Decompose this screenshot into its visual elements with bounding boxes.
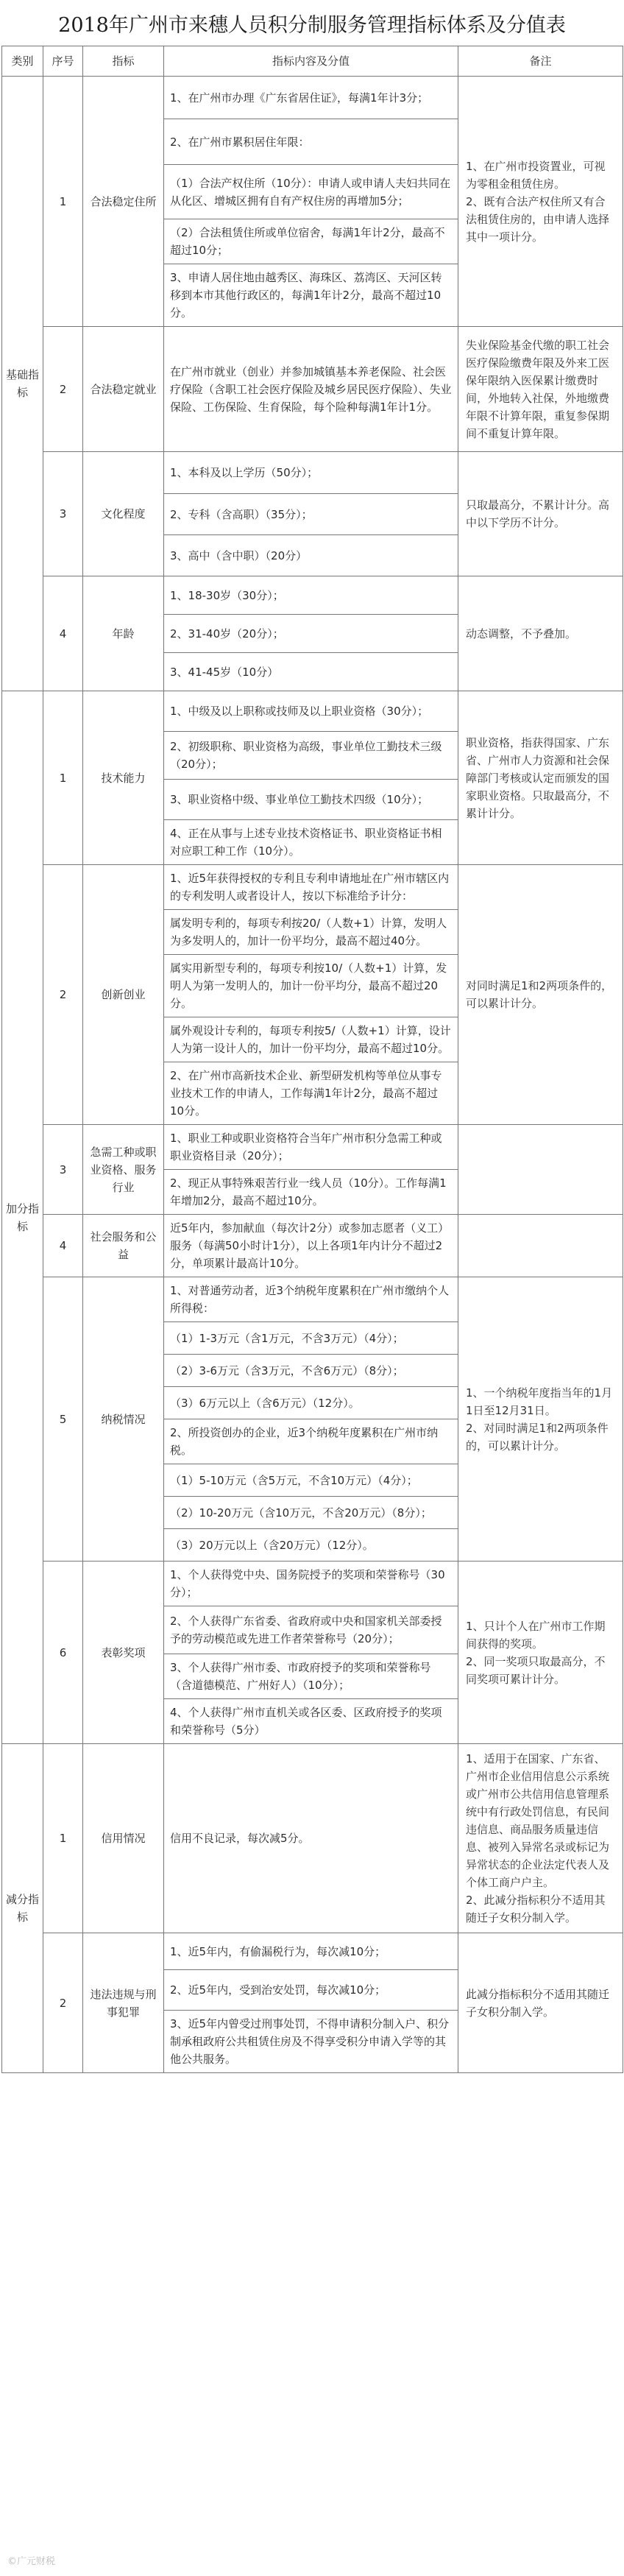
indicator-name: 创新创业: [83, 865, 164, 1125]
row-number: 1: [43, 1744, 83, 1933]
content-item: 1、18-30岁（30分）；: [164, 576, 458, 615]
content-item: （3）20万元以上（含20万元）（12分）。: [164, 1529, 458, 1562]
category-bonus: 加分指标: [2, 691, 43, 1744]
content-item: 2、在广州市高新技术企业、新型研发机构等单位从事专业技术工作的申请人，工作每满1年计2分，最高不超过10分。: [164, 1062, 458, 1125]
content-item: 1、近5年内，有偷漏税行为，每次减10分；: [164, 1933, 458, 1970]
content-item: （2）3-6万元（含3万元，不含6万元）（8分）；: [164, 1355, 458, 1387]
remark-cell: 职业资格，指获得国家、广东省、广州市人力资源和社会保障部门考核或认定而颁发的国家职业资格。只取最高分，不累计计分。: [458, 691, 623, 865]
indicator-name: 违法违规与刑事犯罪: [83, 1933, 164, 2073]
table-row: [2, 1744, 623, 1933]
table-row: [2, 1933, 623, 1970]
content-item: 1、近5年获得授权的专利且专利申请地址在广州市辖区内的专利发明人或者设计人，按以下标准给予计分：: [164, 865, 458, 910]
content-item: （1）5-10万元（含5万元，不含10万元）（4分）；: [164, 1464, 458, 1497]
indicator-name: 表彰奖项: [83, 1562, 164, 1744]
content-item: （2）10-20万元（含10万元，不含20万元）（8分）；: [164, 1497, 458, 1529]
remark-cell: [458, 1125, 623, 1215]
indicator-name: 纳税情况: [83, 1277, 164, 1562]
score-table: [1, 46, 623, 2073]
table-body: [2, 77, 623, 2073]
table-row: [2, 1125, 623, 1170]
content-item: 2、初级职称、职业资格为高级，事业单位工勤技术三级（20分）；: [164, 732, 458, 780]
header-content: 指标内容及分值: [164, 46, 458, 77]
content-item: 1、在广州市办理《广东省居住证》，每满1年计3分；: [164, 77, 458, 119]
row-number: 3: [43, 452, 83, 576]
indicator-name: 合法稳定住所: [83, 77, 164, 327]
header-category: 类别: [2, 46, 43, 77]
content-item: 1、本科及以上学历（50分）；: [164, 452, 458, 494]
row-number: 4: [43, 1215, 83, 1277]
table-row: [2, 865, 623, 910]
table-row: [2, 576, 623, 615]
content-item: 2、近5年内，受到治安处罚，每次减10分；: [164, 1970, 458, 2011]
row-number: 1: [43, 691, 83, 865]
content-item: 1、对普通劳动者，近3个纳税年度累积在广州市缴纳个人所得税：: [164, 1277, 458, 1322]
indicator-name: 急需工种或职业资格、服务行业: [83, 1125, 164, 1215]
table-row: [2, 1277, 623, 1322]
content-item: 3、职业资格中级、事业单位工勤技术四级（10分）；: [164, 780, 458, 820]
content-item: 2、在广州市累积居住年限：: [164, 119, 458, 165]
indicator-name: 信用情况: [83, 1744, 164, 1933]
content-item: 4、正在从事与上述专业技术资格证书、职业资格证书相对应职工种工作（10分）。: [164, 820, 458, 865]
content-item: 2、所投资创办的企业，近3个纳税年度累积在广州市纳税。: [164, 1419, 458, 1464]
table-row: [2, 452, 623, 494]
remark-cell: 失业保险基金代缴的职工社会医疗保险缴费年限及外来工医保年限纳入医保累计缴费时间，外地转入社保，外地缴费年限不计算年限，重复参保期间不重复计算年限。: [458, 327, 623, 452]
row-number: 2: [43, 865, 83, 1125]
remark-cell: 此减分指标积分不适用其随迁子女积分制入学。: [458, 1933, 623, 2073]
remark-cell: 动态调整，不予叠加。: [458, 576, 623, 691]
remark-cell: 1、只计个人在广州市工作期间获得的奖项。 2、同一奖项只取最高分，不同奖项可累计计分。: [458, 1562, 623, 1744]
row-number: 4: [43, 576, 83, 691]
content-item: 1、中级及以上职称或技师及以上职业资格（30分）；: [164, 691, 458, 732]
row-number: 2: [43, 1933, 83, 2073]
row-number: 2: [43, 327, 83, 452]
table-row: [2, 327, 623, 452]
indicator-name: 社会服务和公益: [83, 1215, 164, 1277]
watermark: ©广元财税: [7, 2556, 56, 2567]
content-item: 属实用新型专利的，每项专利按10/（人数+1）计算，发明人为第一发明人的，加计一份平均分，最高不超过20分。: [164, 955, 458, 1017]
category-minus: 减分指标: [2, 1744, 43, 2073]
table-row: [2, 1562, 623, 1606]
indicator-name: 年龄: [83, 576, 164, 691]
content-item: 3、申请人居住地由越秀区、海珠区、荔湾区、天河区转移到本市其他行政区的，每满1年计2分，最高不超过10分。: [164, 264, 458, 327]
content-item: 2、专科（含高职）（35分）；: [164, 494, 458, 535]
content-item: （2）合法租赁住所或单位宿舍，每满1年计2分，最高不超过10分；: [164, 219, 458, 264]
content-item: 3、近5年内曾受过刑事处罚，不得申请积分制入户、积分制承租政府公共租赁住房及不得享受积分申请入学等的其他公共服务。: [164, 2011, 458, 2073]
content-item: 近5年内，参加献血（每次计2分）或参加志愿者（义工）服务（每满50小时计1分），以上各项1年内计分不超过2分，单项累计最高计10分。: [164, 1215, 458, 1277]
content-item: 在广州市就业（创业）并参加城镇基本养老保险、社会医疗保险（含职工社会医疗保险及城乡居民医疗保险）、失业保险、工伤保险、生育保险，每个险种每满1年计1分。: [164, 327, 458, 452]
remark-cell: [458, 1215, 623, 1277]
row-number: 1: [43, 77, 83, 327]
indicator-name: 合法稳定就业: [83, 327, 164, 452]
content-item: 信用不良记录，每次减5分。: [164, 1744, 458, 1933]
remark-cell: 1、在广州市投资置业，可视为零租金租赁住房。 2、既有合法产权住所又有合法租赁住房的，由申请人选择其中一项计分。: [458, 77, 623, 327]
row-number: 5: [43, 1277, 83, 1562]
row-number: 6: [43, 1562, 83, 1744]
remark-cell: 1、一个纳税年度指当年的1月1日至12月31日。 2、对同时满足1和2两项条件的，可以累计计分。: [458, 1277, 623, 1562]
content-item: 3、41-45岁（10分）: [164, 653, 458, 691]
remark-cell: 1、适用于在国家、广东省、广州市企业信用信息公示系统或广州市公共信用信息管理系统中有行政处罚信息，有民间违信息、商品服务质量违信息、被列入异常名录或标记为异常状态的企业法定代表人及个体工商户户主。 2、此减分指标积分不适用其随迁子女积分制入学。: [458, 1744, 623, 1933]
content-item: （1）1-3万元（含1万元，不含3万元）（4分）；: [164, 1322, 458, 1355]
table-row: [2, 691, 623, 732]
content-item: 2、31-40岁（20分）；: [164, 615, 458, 653]
content-item: 属发明专利的，每项专利按20/（人数+1）计算，发明人为多发明人的，加计一份平均分，最高不超过40分。: [164, 910, 458, 955]
table-header-row: [2, 46, 623, 77]
content-item: 2、现正从事特殊艰苦行业一线人员（10分）。工作每满1年增加2分，最高不超过10分。: [164, 1170, 458, 1215]
remark-cell: 只取最高分，不累计计分。高中以下学历不计分。: [458, 452, 623, 576]
content-item: （1）合法产权住所（10分）：申请人或申请人夫妇共同在从化区、增城区拥有自有产权住房的再增加5分；: [164, 165, 458, 219]
row-number: 3: [43, 1125, 83, 1215]
content-item: 1、个人获得党中央、国务院授予的奖项和荣誉称号（30分）；: [164, 1562, 458, 1606]
content-item: 1、职业工种或职业资格符合当年广州市积分急需工种或职业资格目录（20分）；: [164, 1125, 458, 1170]
header-remark: 备注: [458, 46, 623, 77]
table-row: [2, 1215, 623, 1277]
content-item: 2、个人获得广东省委、省政府或中央和国家机关部委授予的劳动模范或先进工作者荣誉称号（20分）；: [164, 1606, 458, 1654]
content-item: 属外观设计专利的，每项专利按5/（人数+1）计算，设计人为第一设计人的，加计一份平均分，最高不超过10分。: [164, 1017, 458, 1062]
indicator-name: 文化程度: [83, 452, 164, 576]
content-item: 3、个人获得广州市委、市政府授予的奖项和荣誉称号（含道德模范、广州好人）（10分）；: [164, 1654, 458, 1699]
indicator-name: 技术能力: [83, 691, 164, 865]
content-item: 4、个人获得广州市直机关或各区委、区政府授予的奖项和荣誉称号（5分）: [164, 1699, 458, 1744]
table-row: [2, 77, 623, 119]
category-base: 基础指标: [2, 77, 43, 691]
header-number: 序号: [43, 46, 83, 77]
header-indicator: 指标: [83, 46, 164, 77]
remark-cell: 对同时满足1和2两项条件的，可以累计计分。: [458, 865, 623, 1125]
content-item: （3）6万元以上（含6万元）（12分）。: [164, 1387, 458, 1419]
page-title: 2018年广州市来穗人员积分制服务管理指标体系及分值表: [58, 13, 566, 37]
content-item: 3、高中（含中职）（20分）: [164, 535, 458, 576]
